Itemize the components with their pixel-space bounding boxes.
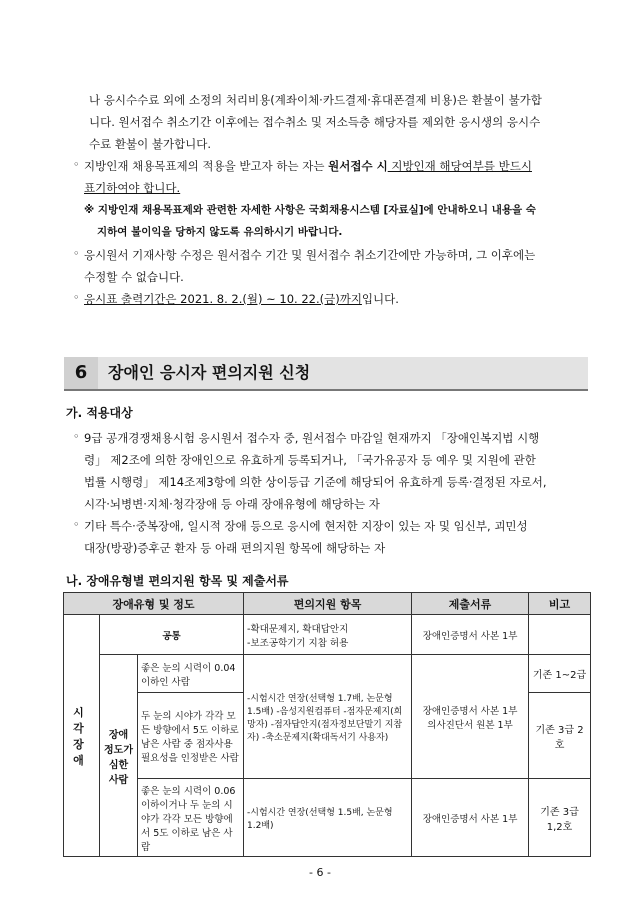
bullet-edit-line2: 수정할 수 없습니다. [84, 270, 184, 284]
group-visual-disability: 시각장애 [64, 615, 100, 857]
note-line-1: ※ 지방인재 채용목표제와 관련한 자세한 사항은 국회채용시스템 [자료실]에 안내하오니 내용을 숙 [84, 204, 536, 216]
bullet-marker: ◦ [73, 430, 80, 443]
r12-docs-1: 장애인증명서 사본 1부 [422, 705, 518, 717]
r2-criteria: 두 눈의 시야가 각각 모든 방향에서 5도 이하로 남은 사람 중 점자사용 필요성을 인정받은 사람 [138, 693, 244, 779]
common-support [244, 615, 412, 655]
bullet-local-talent-bold: 원서접수 시 [328, 159, 388, 173]
section-6-header [64, 357, 588, 391]
intro-line-2: 니다. 원서접수 취소기간 이후에는 접수취소 및 저소득층 해당자를 제외한 응시생의 응시수 [89, 115, 541, 129]
common-support-1: -확대문제지, 확대답안지 [247, 623, 349, 635]
subA-p1-line3: 법률 시행령」 제14조제3항에 의한 상이등급 기준에 해당되어 유효하게 등록·결정된 자로서, [84, 475, 547, 489]
r12-docs [412, 655, 529, 779]
print-period-underline: 응시표 출력기간은 2021. 8. 2.(월) ~ 10. 22.(금)까지 [84, 292, 362, 306]
note-line-2: 지하여 불이익을 당하지 않도록 유의하시기 바랍니다. [97, 226, 343, 238]
r3-criteria: 좋은 눈의 시력이 0.06 이하이거나 두 눈의 시야가 각각 모든 방향에서 5도 이하로 남은 사람 [138, 779, 244, 857]
bullet-marker: ◦ [73, 518, 80, 531]
section-number: 6 [64, 357, 98, 389]
r3-note: 기존 3급 1,2호 [529, 779, 591, 857]
intro-line-3: 수료 환불이 불가합니다. [89, 137, 212, 151]
r3-docs: 장애인증명서 사본 1부 [412, 779, 529, 857]
print-period-rest: 입니다. [361, 292, 399, 306]
subsection-b-title: 나. 장애유형별 편의지원 항목 및 제출서류 [66, 574, 289, 588]
r12-support: -시험시간 연장(선택형 1.7배, 논문형 1.5배) -음성지원컴퓨터 -점자문제지(희망자) -점자답안지(점자정보단말기 지참자) -축소문제지(확대독서기 사용자) [244, 655, 412, 779]
bullet-print-period [84, 289, 399, 310]
bullet-marker: ◦ [73, 158, 80, 171]
section-title: 장애인 응시자 편의지원 신청 [108, 363, 311, 382]
severe-label: 장애 정도가 심한 사람 [100, 655, 138, 857]
support-table [63, 592, 591, 857]
header-note: 비고 [529, 593, 591, 615]
table-header-row [64, 593, 591, 615]
bullet-local-talent-underline: 지방인재 해당여부를 반드시 [387, 159, 532, 173]
common-label: 공통 [100, 615, 244, 655]
r12-docs-2: 의사진단서 원본 1부 [427, 719, 513, 731]
table-row [64, 655, 591, 693]
bullet-edit-line1: 응시원서 기재사항 수정은 원서접수 기간 및 원서접수 취소기간에만 가능하며, 그 이후에는 [84, 248, 536, 262]
header-documents: 제출서류 [412, 593, 529, 615]
bullet-local-talent-text: 지방인재 채용목표제의 적용을 받고자 하는 자는 [84, 159, 329, 173]
subA-p2-line1: 기타 특수·중복장애, 일시적 장애 등으로 응시에 현저한 지장이 있는 자 및 임신부, 괴민성 [84, 519, 528, 533]
r2-note: 기존 3급 2호 [529, 693, 591, 779]
bullet-local-talent-line2: 표기하여야 합니다. [84, 181, 181, 195]
subA-p1-line2: 령」 제2조에 의한 장애인으로 유효하게 등록되거나, 「국가유공자 등 예우 및 지원에 관한 [84, 453, 536, 467]
r3-support: -시험시간 연장(선택형 1.5배, 논문형 1.2배) [244, 779, 412, 857]
r1-criteria: 좋은 눈의 시력이 0.04 이하인 사람 [138, 655, 244, 693]
common-note [529, 615, 591, 655]
subA-p2-line2: 대장(방광)증후군 환자 등 아래 편의지원 항목에 해당하는 자 [84, 541, 386, 555]
bullet-marker: ◦ [73, 247, 80, 260]
subA-p1-line4: 시각·뇌병변·지체·청각장애 등 아래 장애유형에 해당하는 자 [84, 497, 380, 511]
table-row [64, 779, 591, 857]
page-number: - 6 - [309, 866, 331, 879]
subsection-a-title: 가. 적용대상 [66, 406, 133, 420]
subA-p1-line1: 9급 공개경쟁채용시험 응시원서 접수자 중, 원서접수 마감일 현재까지 「장애인복지법 시행 [84, 431, 540, 445]
common-support-2: -보조공학기기 지참 허용 [247, 637, 349, 649]
common-docs: 장애인증명서 사본 1부 [412, 615, 529, 655]
r1-note: 기존 1~2급 [529, 655, 591, 693]
intro-line-1: 나 응시수수료 외에 소정의 처리비용(계좌이체·카드결제·휴대폰결제 비용)은 환불이 불가합 [89, 93, 542, 107]
table-row [64, 615, 591, 655]
bullet-local-talent [84, 156, 532, 177]
bullet-marker: ◦ [73, 291, 80, 304]
header-disability-type: 장애유형 및 정도 [64, 593, 244, 615]
header-support-items: 편의지원 항목 [244, 593, 412, 615]
